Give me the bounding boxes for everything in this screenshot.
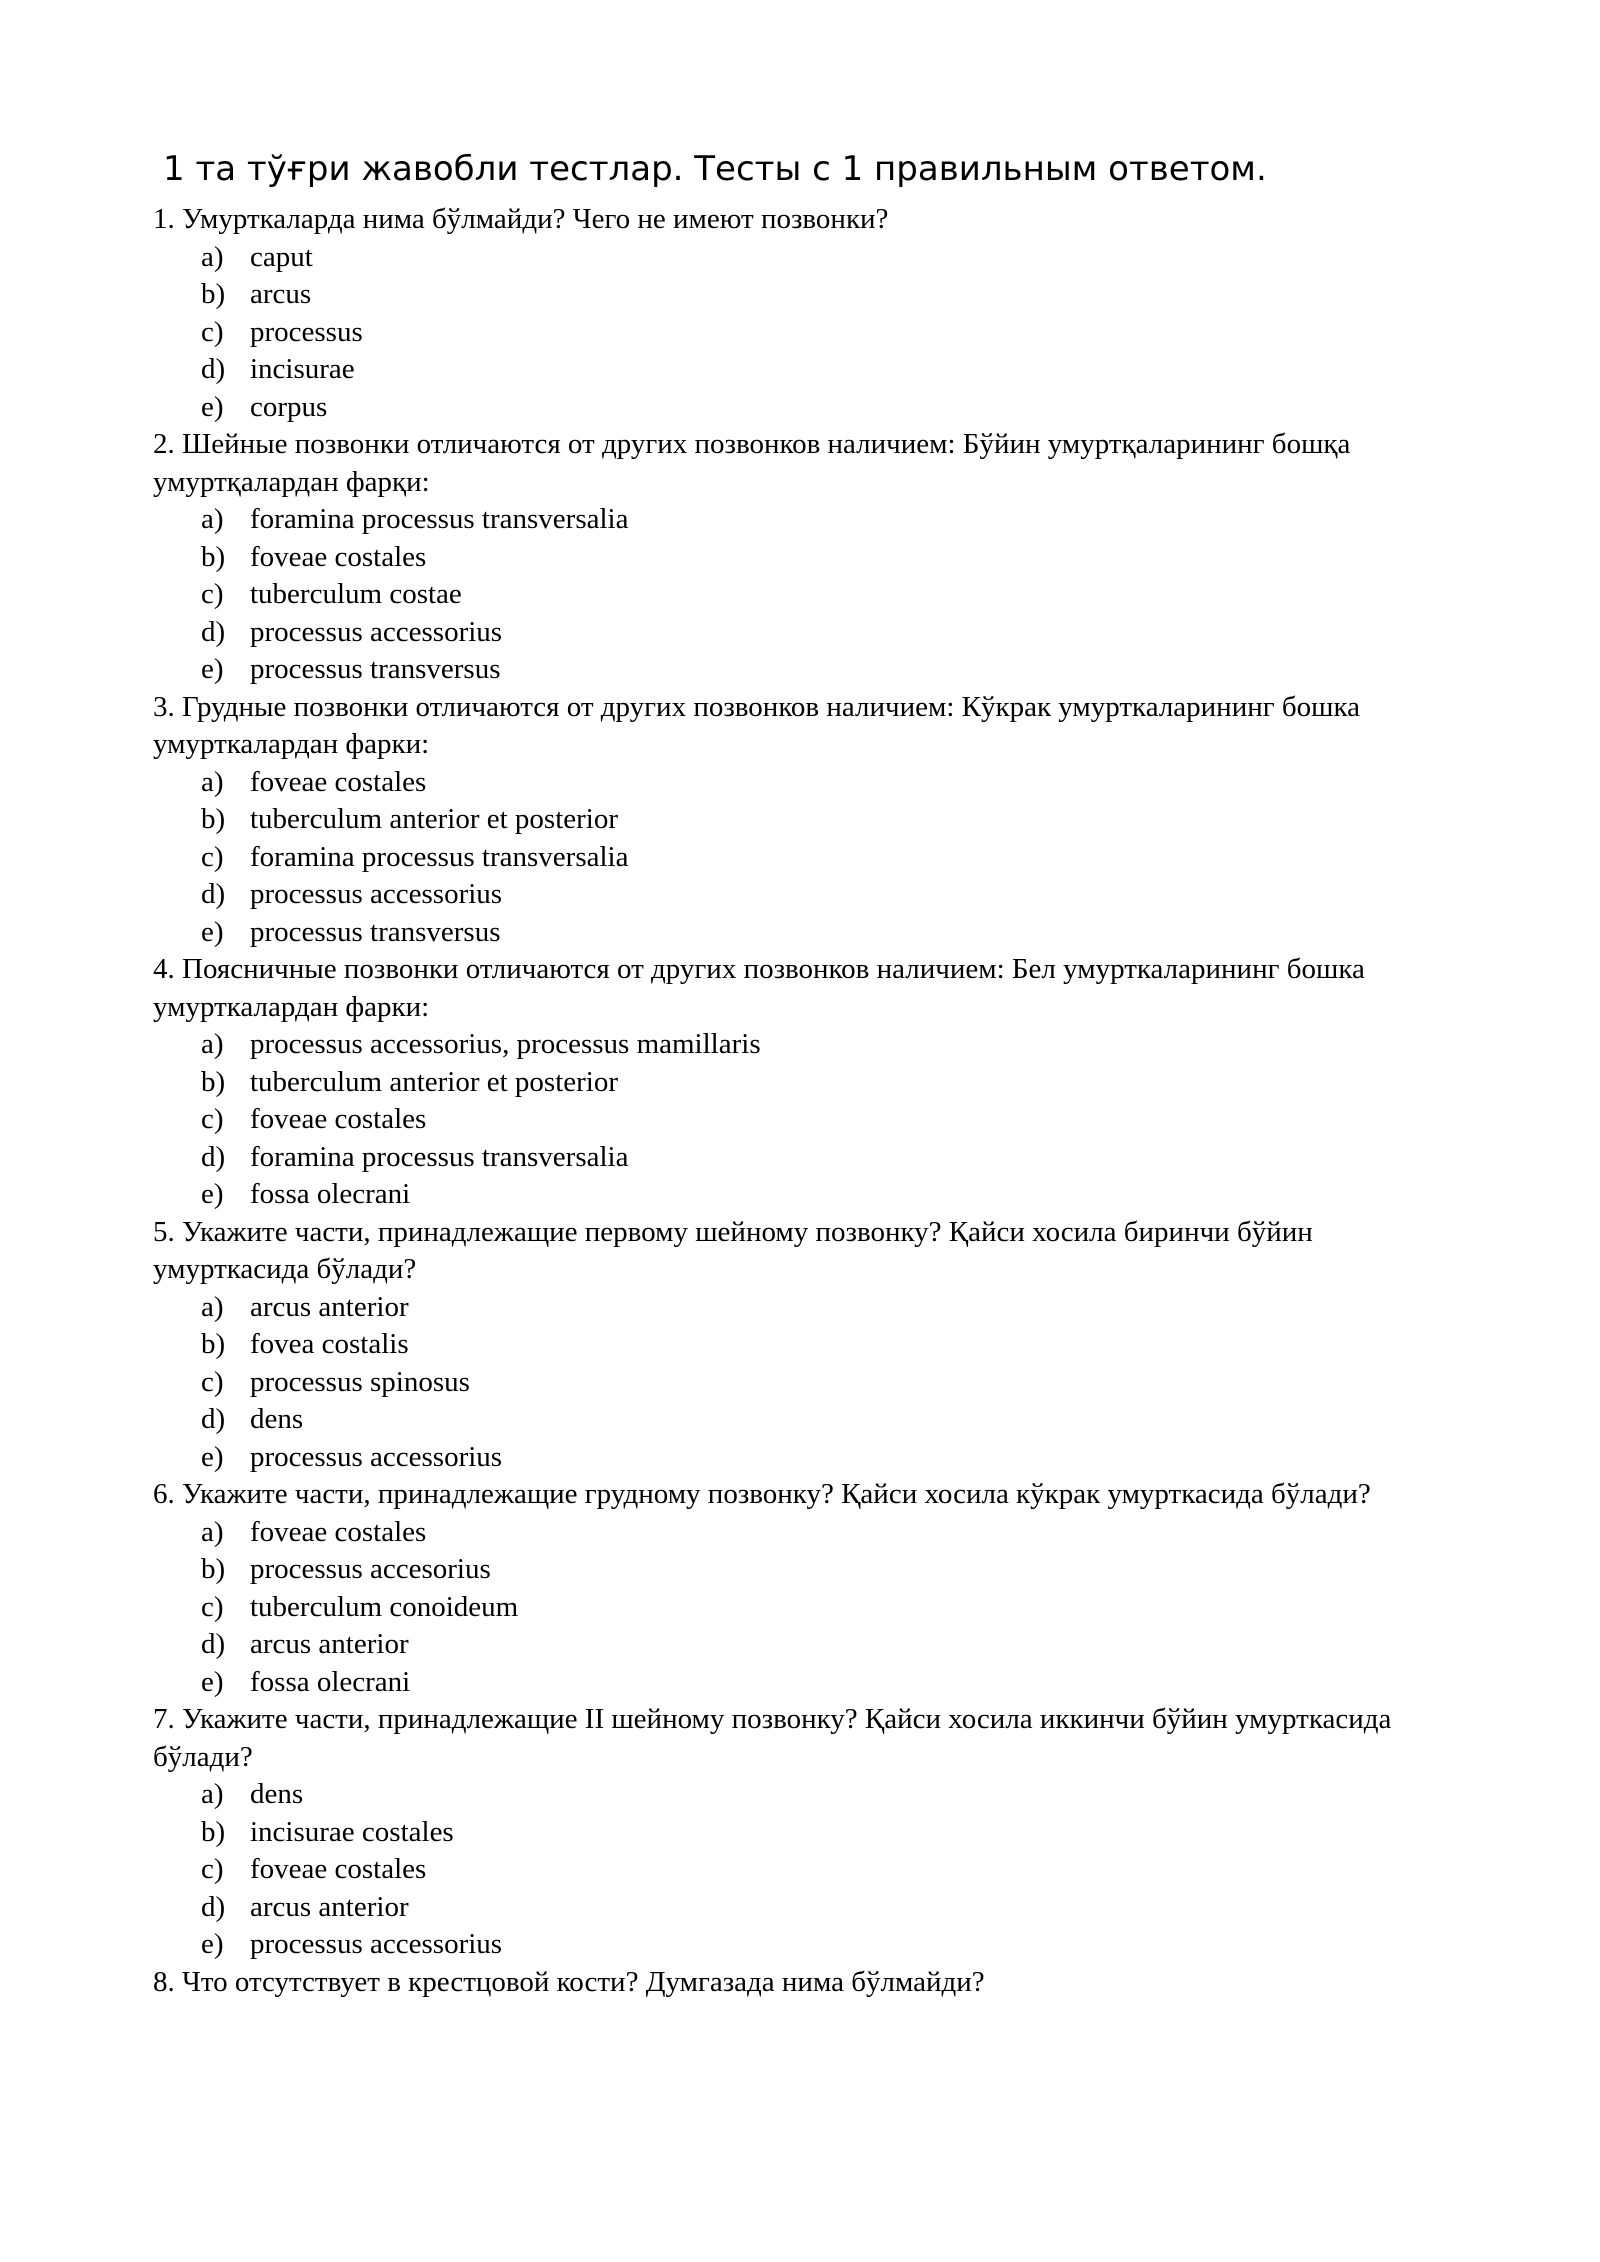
option-text: foramina processus transversalia <box>250 840 629 873</box>
answer-option <box>153 801 1473 839</box>
answer-option <box>153 501 1473 539</box>
option-text: dens <box>250 1778 304 1810</box>
option-letter: e) <box>201 653 224 685</box>
option-text: processus transversus <box>250 653 501 685</box>
option-letter: b) <box>201 540 226 573</box>
answer-option <box>153 1814 1473 1852</box>
option-letter: c) <box>201 578 224 610</box>
question-text: 5. Укажите части, принадлежащие первому шейному позвонку? Қайси хосила биринчи бўйин умурткасида бўлади? <box>153 1215 1313 1285</box>
option-letter: a) <box>201 240 224 273</box>
answer-option <box>153 1101 1473 1139</box>
option-letter: c) <box>201 840 224 873</box>
option-letter: e) <box>201 915 224 948</box>
option-text: foveae costales <box>250 1515 427 1548</box>
option-letter: a) <box>201 1290 224 1323</box>
question-text: 2. Шейные позвонки отличаются от других позвонков наличием: Бўйин умуртқаларининг бошқа умуртқалардан фарқи: <box>153 428 1351 498</box>
option-letter: e) <box>201 1665 224 1698</box>
answer-option <box>153 1776 1473 1814</box>
question-item <box>153 689 1473 952</box>
option-letter: c) <box>201 315 224 348</box>
option-letter: d) <box>201 878 226 910</box>
option-text: processus accesorius <box>250 1553 491 1585</box>
question-text: 8. Что отсутствует в крестцовой кости? Думгазада нима бўлмайди? <box>153 1965 985 1998</box>
answer-option <box>153 876 1473 914</box>
answer-option <box>153 1551 1473 1589</box>
option-text: foramina processus transversalia <box>250 503 629 535</box>
answer-option <box>153 1026 1473 1064</box>
answer-options <box>153 239 1473 427</box>
question-item <box>153 201 1473 426</box>
option-text: fossa olecrani <box>250 1665 411 1698</box>
answer-option <box>153 276 1473 314</box>
answer-option <box>153 1851 1473 1889</box>
answer-options <box>153 1026 1473 1214</box>
option-text: tuberculum conoideum <box>250 1590 519 1623</box>
question-item <box>153 1476 1473 1701</box>
answer-option <box>153 1626 1473 1664</box>
option-letter: d) <box>201 1628 226 1660</box>
option-letter: a) <box>201 1028 224 1060</box>
answer-option <box>153 314 1473 352</box>
answer-option <box>153 1176 1473 1214</box>
answer-option <box>153 1364 1473 1402</box>
answer-option <box>153 914 1473 952</box>
option-text: fovea costalis <box>250 1328 409 1360</box>
answer-option <box>153 576 1473 614</box>
option-text: arcus anterior <box>250 1890 409 1923</box>
option-letter: e) <box>201 390 224 423</box>
answer-options <box>153 1289 1473 1477</box>
option-text: foveae costales <box>250 1103 427 1135</box>
option-text: arcus <box>250 278 312 310</box>
option-letter: c) <box>201 1103 224 1135</box>
answer-options <box>153 764 1473 952</box>
option-letter: a) <box>201 1515 224 1548</box>
option-text: dens <box>250 1403 304 1435</box>
answer-option <box>153 539 1473 577</box>
answer-option <box>153 1064 1473 1102</box>
option-text: fossa olecrani <box>250 1178 411 1210</box>
option-text: processus accessorius, processus mamillaris <box>250 1028 761 1060</box>
option-text: processus accessorius <box>250 615 503 648</box>
question-item <box>153 426 1473 689</box>
option-text: processus spinosus <box>250 1365 470 1398</box>
answer-option <box>153 1439 1473 1477</box>
option-text: tuberculum costae <box>250 578 462 610</box>
option-letter: a) <box>201 503 224 535</box>
answer-option <box>153 1664 1473 1702</box>
option-text: incisurae <box>250 353 355 385</box>
answer-option <box>153 351 1473 389</box>
answer-options <box>153 501 1473 689</box>
option-letter: c) <box>201 1365 224 1398</box>
answer-option <box>153 764 1473 802</box>
option-text: processus <box>250 315 363 348</box>
option-letter: b) <box>201 1065 226 1098</box>
option-letter: e) <box>201 1440 224 1473</box>
question-text: 1. Умурткаларда нима бўлмайди? Чего не имеют позвонки? <box>153 203 889 235</box>
question-text: 7. Укажите части, принадлежащие II шейному позвонку? Қайси хосила иккинчи бўйин умурткасида бўлади? <box>153 1703 1392 1773</box>
answer-option <box>153 239 1473 277</box>
option-letter: a) <box>201 765 224 798</box>
answer-option <box>153 389 1473 427</box>
answer-option <box>153 614 1473 652</box>
option-text: caput <box>250 240 313 273</box>
answer-options <box>153 1514 1473 1702</box>
option-text: incisurae costales <box>250 1815 454 1848</box>
option-text: arcus anterior <box>250 1290 409 1323</box>
option-text: corpus <box>250 390 328 423</box>
question-text: 6. Укажите части, принадлежащие грудному позвонку? Қайси хосила кўкрак умурткасида бўлади? <box>153 1478 1371 1510</box>
answer-options <box>153 1776 1473 1964</box>
document-title: 1 та тўғри жавобли тестлар. Тесты с 1 правильным ответом. <box>163 149 1267 189</box>
option-text: foveae costales <box>250 1853 427 1885</box>
option-letter: d) <box>201 353 226 385</box>
option-letter: b) <box>201 1815 226 1848</box>
answer-option <box>153 839 1473 877</box>
option-letter: e) <box>201 1178 224 1210</box>
option-letter: b) <box>201 278 226 310</box>
answer-option <box>153 1326 1473 1364</box>
option-letter: d) <box>201 1403 226 1435</box>
answer-option <box>153 1926 1473 1964</box>
option-letter: b) <box>201 803 226 835</box>
option-letter: c) <box>201 1590 224 1623</box>
answer-option <box>153 1401 1473 1439</box>
option-letter: e) <box>201 1928 224 1960</box>
answer-option <box>153 1139 1473 1177</box>
option-letter: d) <box>201 1890 226 1923</box>
question-item <box>153 1701 1473 1964</box>
option-text: processus transversus <box>250 915 501 948</box>
question-item <box>153 951 1473 1214</box>
question-list <box>153 201 1473 2001</box>
option-text: tuberculum anterior et posterior <box>250 1065 619 1098</box>
option-text: arcus anterior <box>250 1628 409 1660</box>
option-text: foramina processus transversalia <box>250 1140 629 1173</box>
option-text: processus accessorius <box>250 1928 503 1960</box>
answer-option <box>153 1589 1473 1627</box>
answer-option <box>153 1514 1473 1552</box>
option-text: tuberculum anterior et posterior <box>250 803 619 835</box>
option-letter: b) <box>201 1553 226 1585</box>
option-text: foveae costales <box>250 765 427 798</box>
answer-option <box>153 1889 1473 1927</box>
option-letter: b) <box>201 1328 226 1360</box>
option-letter: c) <box>201 1853 224 1885</box>
option-text: processus accessorius <box>250 878 503 910</box>
question-text: 3. Грудные позвонки отличаются от других позвонков наличием: Кўкрак умурткаларининг бошка умурткалардан фарки: <box>153 690 1360 760</box>
question-item <box>153 1964 1473 2002</box>
question-text: 4. Поясничные позвонки отличаются от других позвонков наличием: Бел умурткаларининг бошка умурткалардан фарки: <box>153 953 1365 1023</box>
question-item <box>153 1214 1473 1477</box>
answer-option <box>153 1289 1473 1327</box>
option-letter: a) <box>201 1778 224 1810</box>
option-letter: d) <box>201 615 226 648</box>
option-text: processus accessorius <box>250 1440 503 1473</box>
option-letter: d) <box>201 1140 226 1173</box>
option-text: foveae costales <box>250 540 427 573</box>
answer-option <box>153 651 1473 689</box>
